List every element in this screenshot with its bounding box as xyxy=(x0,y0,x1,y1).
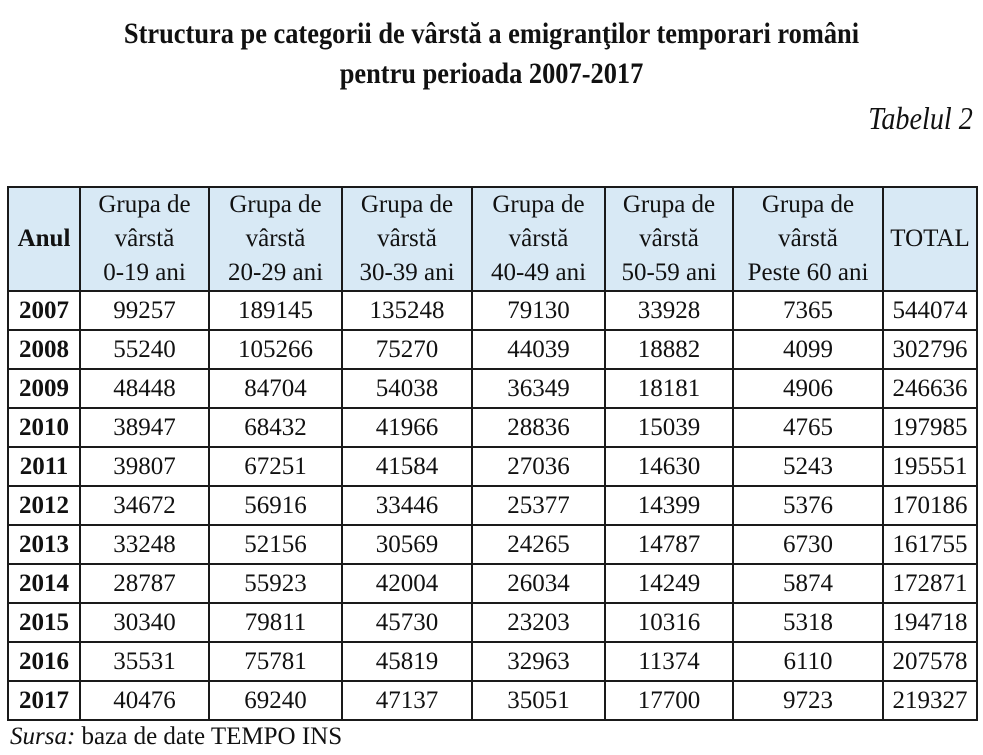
cell-age-40-49: 28836 xyxy=(472,408,605,447)
cell-age-0-19: 55240 xyxy=(80,330,209,369)
cell-year: 2015 xyxy=(8,603,80,642)
cell-age-over-60: 7365 xyxy=(733,291,883,330)
header-line: Grupa de xyxy=(98,191,191,218)
cell-age-40-49: 23203 xyxy=(472,603,605,642)
cell-age-50-59: 14630 xyxy=(605,447,733,486)
header-line: Grupa de xyxy=(229,191,322,218)
cell-age-20-29: 67251 xyxy=(209,447,342,486)
cell-year: 2017 xyxy=(8,681,80,720)
table-row xyxy=(8,369,977,408)
cell-age-40-49: 36349 xyxy=(472,369,605,408)
cell-age-40-49: 24265 xyxy=(472,525,605,564)
cell-age-0-19: 48448 xyxy=(80,369,209,408)
table-row xyxy=(8,681,977,720)
cell-age-20-29: 52156 xyxy=(209,525,342,564)
cell-age-20-29: 84704 xyxy=(209,369,342,408)
cell-age-40-49: 27036 xyxy=(472,447,605,486)
cell-age-20-29: 79811 xyxy=(209,603,342,642)
cell-year: 2008 xyxy=(8,330,80,369)
cell-year: 2010 xyxy=(8,408,80,447)
title-line-2: pentru perioada 2007-2017 xyxy=(339,57,644,90)
header-line: 40-49 ani xyxy=(490,259,587,286)
cell-age-0-19: 39807 xyxy=(80,447,209,486)
header-total: TOTAL xyxy=(883,187,977,291)
cell-age-0-19: 40476 xyxy=(80,681,209,720)
cell-age-over-60: 5376 xyxy=(733,486,883,525)
cell-age-over-60: 6730 xyxy=(733,525,883,564)
cell-age-40-49: 35051 xyxy=(472,681,605,720)
cell-year: 2012 xyxy=(8,486,80,525)
cell-age-0-19: 34672 xyxy=(80,486,209,525)
source-note xyxy=(10,722,342,752)
cell-age-0-19: 38947 xyxy=(80,408,209,447)
cell-age-over-60: 6110 xyxy=(733,642,883,681)
cell-age-30-39: 41584 xyxy=(342,447,472,486)
header-age-over-60 xyxy=(733,187,883,291)
cell-age-50-59: 15039 xyxy=(605,408,733,447)
header-line: Grupa de xyxy=(622,191,716,218)
header-line: Grupa de xyxy=(360,191,454,218)
document-title xyxy=(59,14,924,94)
cell-year: 2011 xyxy=(8,447,80,486)
cell-total: 302796 xyxy=(883,330,977,369)
cell-age-50-59: 14787 xyxy=(605,525,733,564)
cell-age-20-29: 69240 xyxy=(209,681,342,720)
cell-age-30-39: 47137 xyxy=(342,681,472,720)
cell-age-30-39: 45730 xyxy=(342,603,472,642)
header-year: Anul xyxy=(8,187,80,291)
header-age-20-29 xyxy=(209,187,342,291)
table-row xyxy=(8,486,977,525)
cell-age-20-29: 105266 xyxy=(209,330,342,369)
cell-age-20-29: 189145 xyxy=(209,291,342,330)
header-line: 30-39 ani xyxy=(359,259,455,286)
cell-age-over-60: 5243 xyxy=(733,447,883,486)
table-row xyxy=(8,408,977,447)
cell-year: 2016 xyxy=(8,642,80,681)
cell-total: 194718 xyxy=(883,603,977,642)
header-line: vârstă xyxy=(639,225,699,252)
cell-age-30-39: 75270 xyxy=(342,330,472,369)
header-line: 20-29 ani xyxy=(227,259,324,286)
table-row xyxy=(8,291,977,330)
cell-age-over-60: 9723 xyxy=(733,681,883,720)
cell-age-0-19: 33248 xyxy=(80,525,209,564)
cell-age-30-39: 30569 xyxy=(342,525,472,564)
header-line: 50-59 ani xyxy=(621,259,717,286)
source-label: Sursa: xyxy=(10,723,76,750)
cell-age-50-59: 33928 xyxy=(605,291,733,330)
cell-age-over-60: 5318 xyxy=(733,603,883,642)
header-age-30-39 xyxy=(342,187,472,291)
source-text: baza de date TEMPO INS xyxy=(75,723,343,750)
table-header-row xyxy=(8,187,977,291)
cell-age-0-19: 28787 xyxy=(80,564,209,603)
cell-age-20-29: 68432 xyxy=(209,408,342,447)
cell-age-20-29: 56916 xyxy=(209,486,342,525)
header-age-0-19 xyxy=(80,187,209,291)
cell-year: 2009 xyxy=(8,369,80,408)
cell-age-40-49: 26034 xyxy=(472,564,605,603)
cell-age-30-39: 54038 xyxy=(342,369,472,408)
cell-age-over-60: 4765 xyxy=(733,408,883,447)
cell-age-40-49: 44039 xyxy=(472,330,605,369)
cell-year: 2014 xyxy=(8,564,80,603)
table-row xyxy=(8,525,977,564)
header-line: vârstă xyxy=(245,225,306,252)
table-row xyxy=(8,564,977,603)
cell-age-50-59: 10316 xyxy=(605,603,733,642)
cell-year: 2013 xyxy=(8,525,80,564)
cell-total: 170186 xyxy=(883,486,977,525)
cell-total: 219327 xyxy=(883,681,977,720)
header-line: 0-19 ani xyxy=(103,259,186,286)
table-number-label: Tabelul 2 xyxy=(868,100,973,136)
table-row xyxy=(8,642,977,681)
cell-age-40-49: 25377 xyxy=(472,486,605,525)
header-age-40-49 xyxy=(472,187,605,291)
cell-age-50-59: 11374 xyxy=(605,642,733,681)
emigrants-age-table xyxy=(7,186,978,721)
cell-age-30-39: 135248 xyxy=(342,291,472,330)
cell-age-0-19: 35531 xyxy=(80,642,209,681)
cell-age-over-60: 4906 xyxy=(733,369,883,408)
cell-age-over-60: 5874 xyxy=(733,564,883,603)
cell-total: 172871 xyxy=(883,564,977,603)
cell-year: 2007 xyxy=(8,291,80,330)
cell-total: 207578 xyxy=(883,642,977,681)
cell-age-40-49: 32963 xyxy=(472,642,605,681)
cell-age-0-19: 99257 xyxy=(80,291,209,330)
cell-total: 246636 xyxy=(883,369,977,408)
cell-age-30-39: 41966 xyxy=(342,408,472,447)
cell-age-over-60: 4099 xyxy=(733,330,883,369)
cell-age-40-49: 79130 xyxy=(472,291,605,330)
header-age-50-59 xyxy=(605,187,733,291)
cell-age-20-29: 55923 xyxy=(209,564,342,603)
table-row xyxy=(8,447,977,486)
cell-age-50-59: 17700 xyxy=(605,681,733,720)
cell-age-30-39: 45819 xyxy=(342,642,472,681)
cell-total: 195551 xyxy=(883,447,977,486)
cell-total: 544074 xyxy=(883,291,977,330)
cell-age-50-59: 18181 xyxy=(605,369,733,408)
cell-age-50-59: 18882 xyxy=(605,330,733,369)
header-line: Grupa de xyxy=(492,191,585,218)
header-line: vârstă xyxy=(114,225,175,252)
header-line: Peste 60 ani xyxy=(747,259,869,286)
header-line: vârstă xyxy=(778,225,838,252)
cell-age-30-39: 42004 xyxy=(342,564,472,603)
cell-age-50-59: 14249 xyxy=(605,564,733,603)
cell-age-0-19: 30340 xyxy=(80,603,209,642)
cell-age-50-59: 14399 xyxy=(605,486,733,525)
cell-total: 161755 xyxy=(883,525,977,564)
header-line: vârstă xyxy=(508,225,569,252)
header-line: Grupa de xyxy=(761,191,855,218)
header-line: vârstă xyxy=(377,225,437,252)
title-line-1: Structura pe categorii de vârstă a emigranţilor temporari români xyxy=(123,17,860,50)
table-row xyxy=(8,330,977,369)
cell-total: 197985 xyxy=(883,408,977,447)
cell-age-20-29: 75781 xyxy=(209,642,342,681)
cell-age-30-39: 33446 xyxy=(342,486,472,525)
table-row xyxy=(8,603,977,642)
